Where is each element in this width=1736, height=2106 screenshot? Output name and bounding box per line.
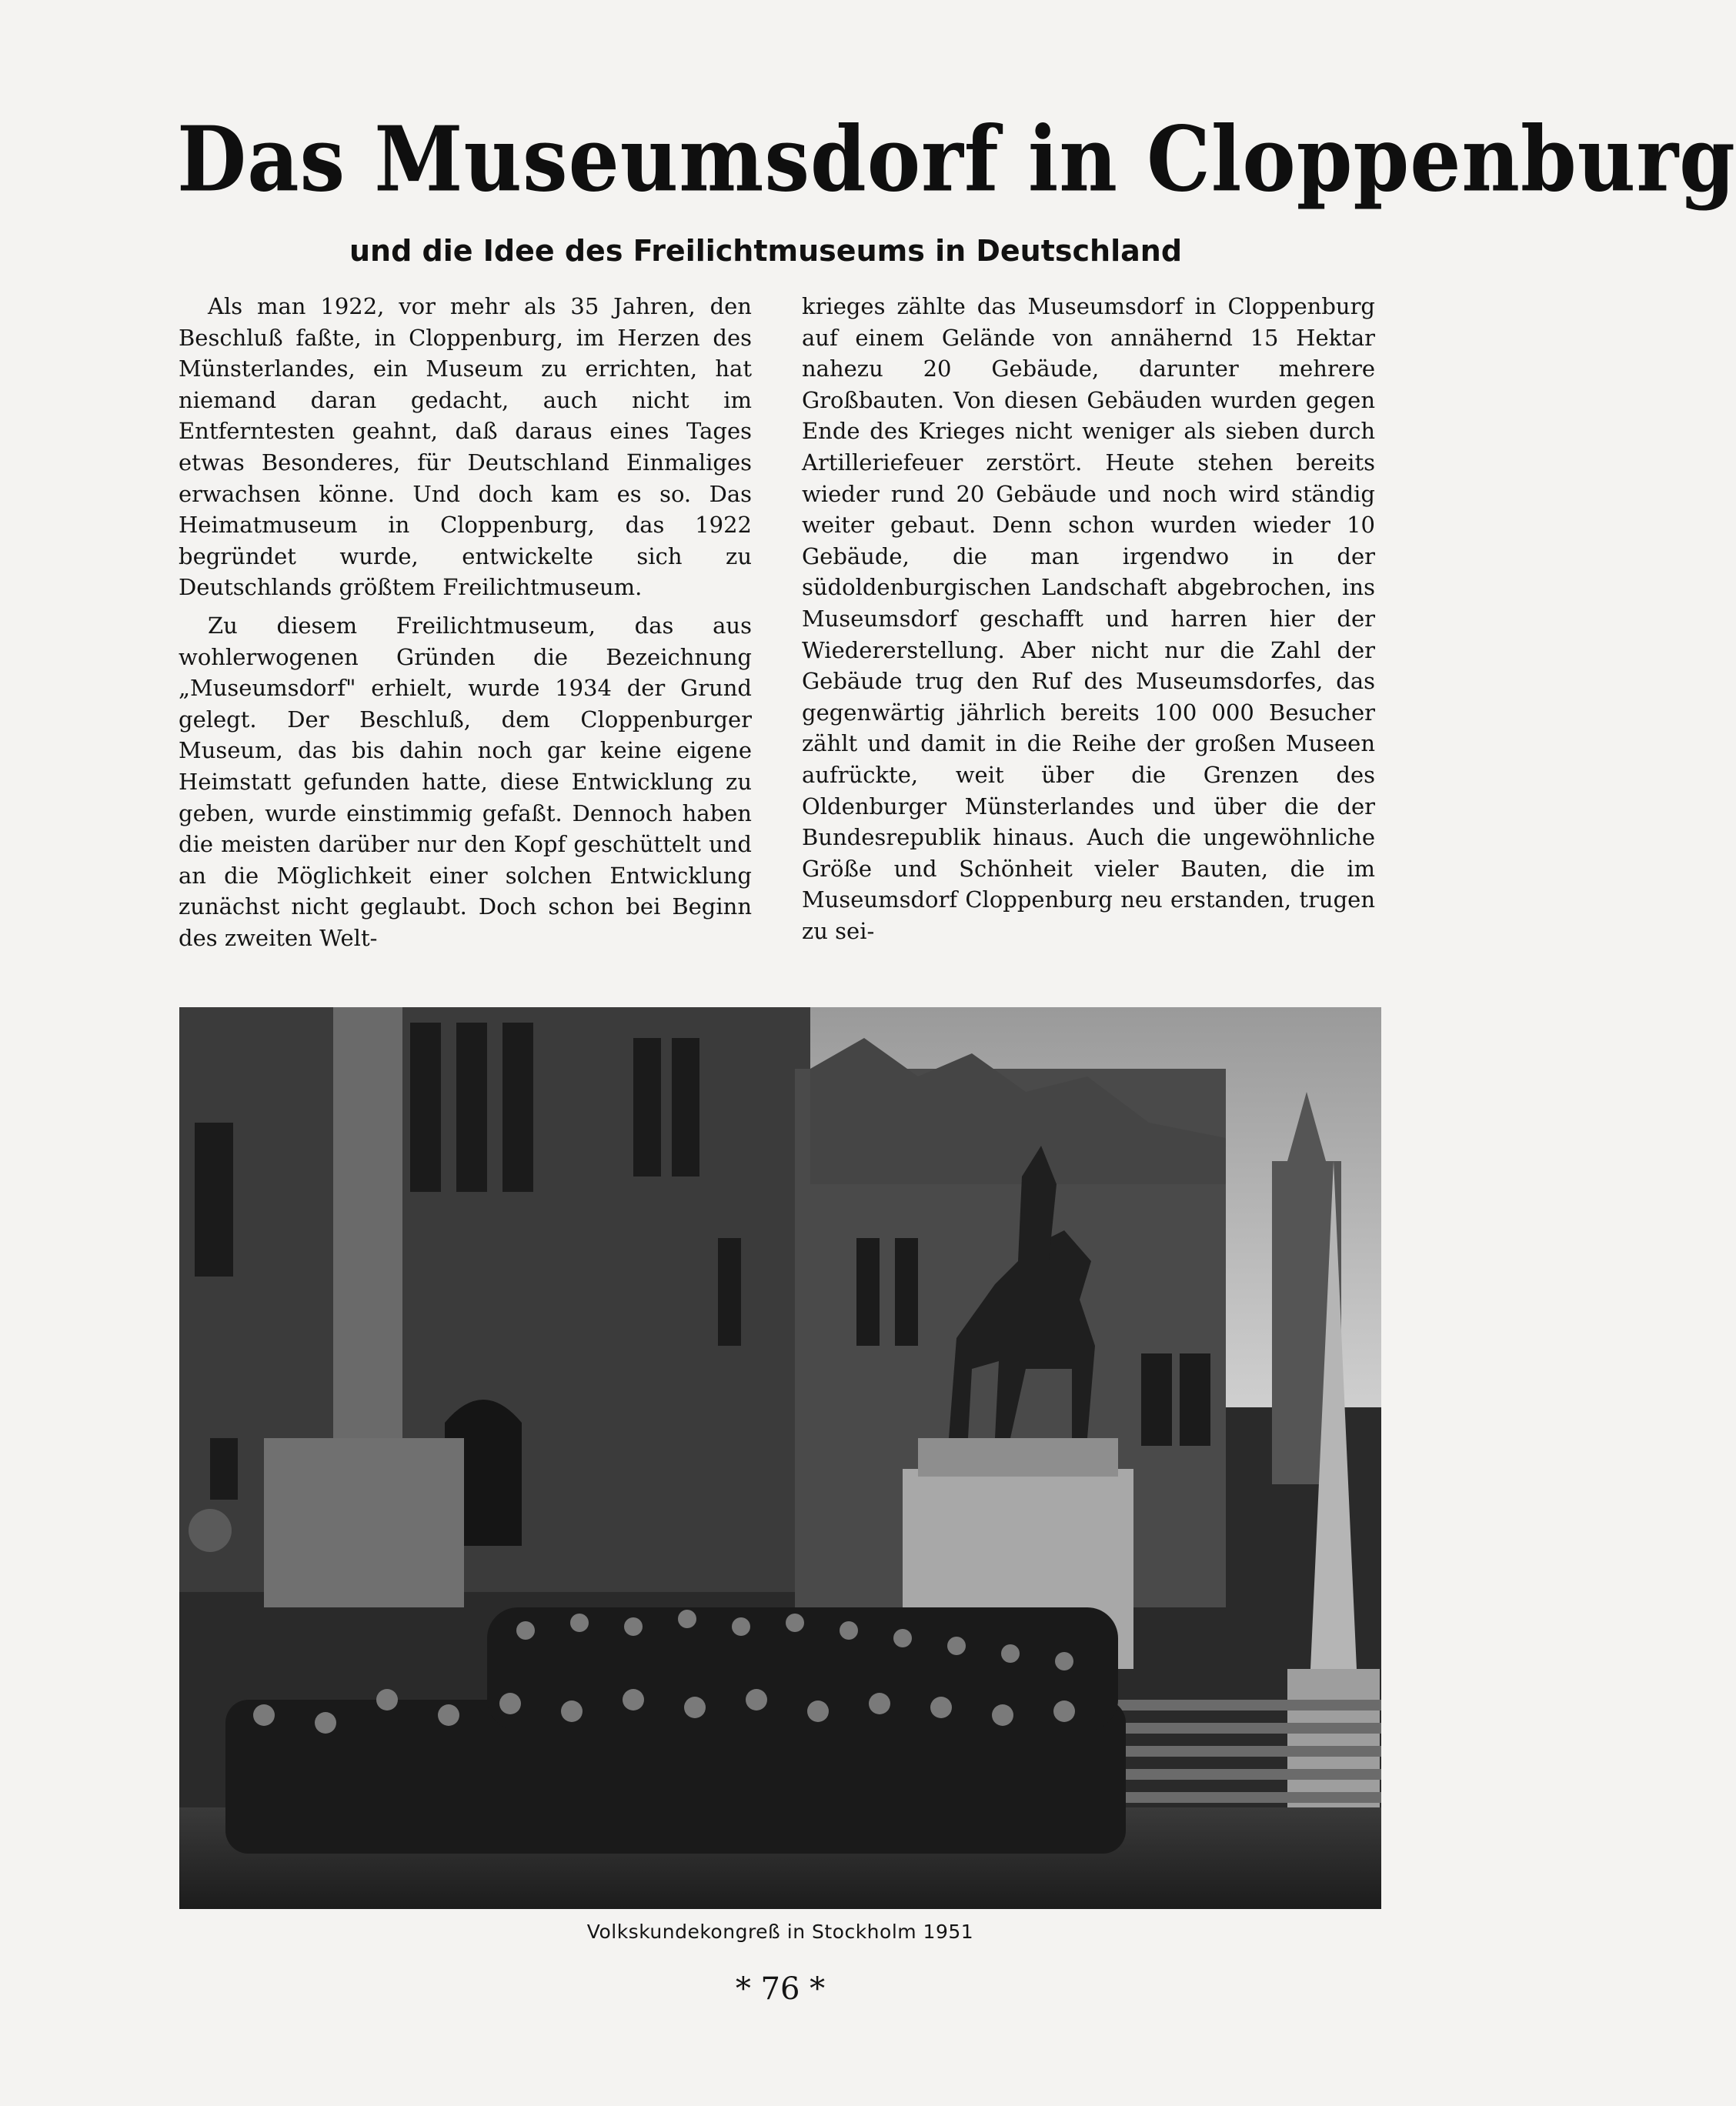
article-subtitle: und die Idee des Freilichtmuseums in Deutschland [349,234,1183,268]
paragraph: krieges zählte das Museumsdorf in Cloppenburg auf einem Gelände von annähernd 15 Hektar nahezu 20 Gebäude, darunter mehrere Großbauten. Von diesen Gebäuden wurden gegen Ende des Krieges nicht weniger als sieben durch Artilleriefeuer zerstört. Heute stehen bereits wieder rund 20 Gebäude und noch wird ständig weiter gebaut. Denn schon wurden wieder 10 Gebäude, die man irgendwo in der südoldenburgischen Landschaft abgebrochen, ins Museumsdorf geschafft und harren hier der Wiedererstellung. Aber nicht nur die Zahl der Gebäude trug den Ruf des Museumsdorfes, das gegenwärtig jährlich bereits 100 000 Besucher zählt und damit in die Reihe der großen Museen aufrückte, weit über die Grenzen des Oldenburger Münsterlandes und über die der Bundesrepublik hinaus. Auch die ungewöhnliche Größe und Schönheit vieler Bauten, die im Museumsdorf Cloppenburg neu erstanden, trugen zu sei- [802,293,1375,944]
text-column-left [179,291,752,953]
group-photo [179,1007,1381,1909]
text-column-right [802,291,1375,946]
paragraph: Zu diesem Freilichtmuseum, das aus wohlerwogenen Gründen die Bezeichnung „Museumsdorf" erhielt, wurde 1934 der Grund gelegt. Der Beschluß, dem Cloppenburger Museum, das bis dahin noch gar keine eigene Heimstatt gefunden hatte, diese Entwicklung zu geben, wurde einstimmig gefaßt. Dennoch haben die meisten darüber nur den Kopf geschüttelt und an die Möglichkeit einer solchen Entwicklung zunächst nicht geglaubt. Doch schon bei Beginn des zweiten Welt- [179,612,752,951]
photo-caption: Volkskundekongreß in Stockholm 1951 [586,1921,974,1943]
paragraph: Als man 1922, vor mehr als 35 Jahren, den Beschluß faßte, in Cloppenburg, im Herzen des Münsterlandes, ein Museum zu errichten, hat niemand daran gedacht, auch nicht im Entferntesten geahnt, daß daraus eines Tages etwas Besonderes, für Deutschland Einmaliges erwachsen könne. Und doch kam es so. Das Heimatmuseum in Cloppenburg, das 1922 begründet wurde, entwickelte sich zu Deutschlands größtem Freilichtmuseum. [179,293,752,601]
article-title: Das Museumsdorf in Cloppenburg [177,105,1736,212]
photo-illustration [179,1007,1381,1909]
page-number: * 76 * [735,1971,826,2007]
